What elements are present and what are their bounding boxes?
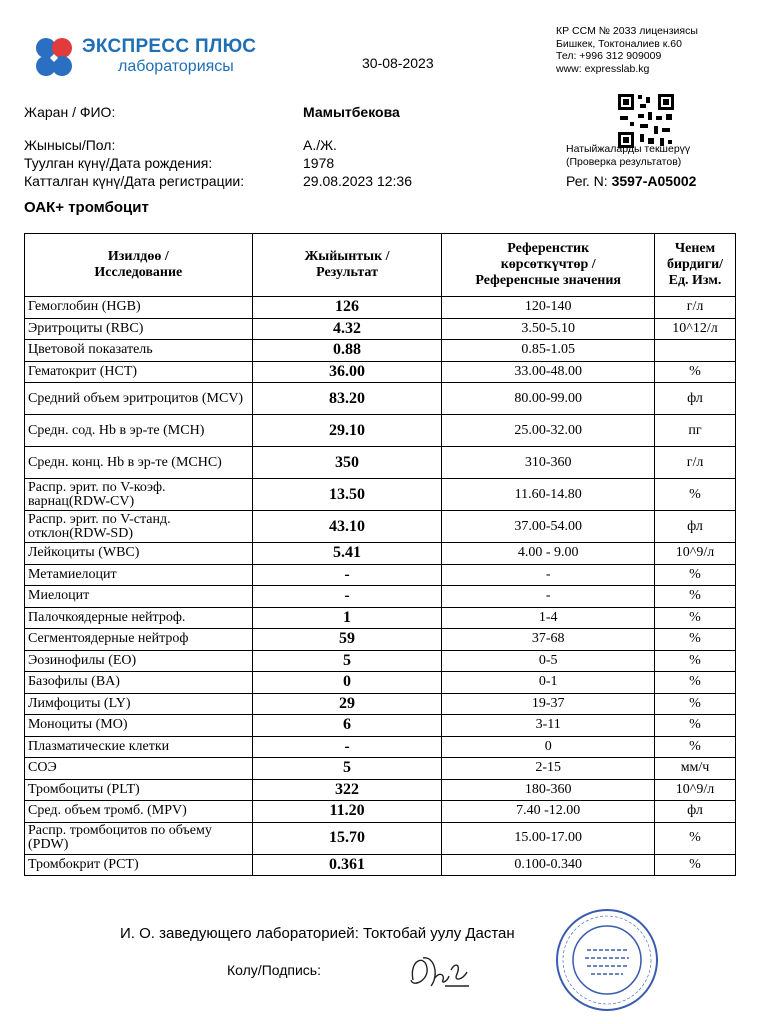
reference-range: 120-140 [442,297,655,319]
unit: % [655,361,736,383]
result-value: 322 [252,779,442,801]
reference-range: 0-1 [442,672,655,694]
unit: 10^9/л [655,779,736,801]
reference-range: 3-11 [442,715,655,737]
header-unit: Ченем бирдиги/ Ед. Изм. [655,234,736,297]
unit: % [655,586,736,608]
unit: % [655,479,736,511]
table-row [25,736,736,758]
table-row [25,758,736,780]
reference-range: 3.50-5.10 [442,318,655,340]
test-name: Средн. конц. Hb в эр-те (MCHC) [25,447,253,479]
test-name: Метамиелоцит [25,564,253,586]
unit: фл [655,511,736,543]
reference-range: 310-360 [442,447,655,479]
table-row [25,607,736,629]
table-row [25,511,736,543]
test-name: Лимфоциты (LY) [25,693,253,715]
reference-range: 0.100-0.340 [442,854,655,876]
table-row [25,543,736,565]
test-name: Базофилы (BA) [25,672,253,694]
reference-range: 180-360 [442,779,655,801]
test-title: ОАК+ тромбоцит [24,199,149,216]
table-row [25,361,736,383]
unit: % [655,854,736,876]
result-value: 1 [252,607,442,629]
birth-label: Туулган күнү/Дата рождения: [24,155,213,171]
reference-range: 37.00-54.00 [442,511,655,543]
table-row [25,693,736,715]
reference-range: - [442,564,655,586]
unit: % [655,736,736,758]
reference-range: 4.00 - 9.00 [442,543,655,565]
clover-logo-icon [30,34,78,82]
table-row [25,297,736,319]
unit: % [655,607,736,629]
unit: фл [655,801,736,823]
result-value: 83.20 [252,383,442,415]
phone-line: Тел: +996 312 909009 [556,50,662,62]
result-value: 126 [252,297,442,319]
check-results-caption [566,143,690,168]
header-test: Изилдөө / Исследование [25,234,253,297]
website-line: www: expresslab.kg [556,62,650,75]
table-row [25,447,736,479]
check-line-ky: Натыйжаларды текшерүү [566,143,691,155]
reference-range: 15.00-17.00 [442,822,655,854]
table-row [25,854,736,876]
registration-value: 29.08.2023 12:36 [303,173,412,189]
test-name: Лейкоциты (WBC) [25,543,253,565]
registration-number [566,173,696,189]
table-row [25,629,736,651]
qr-code-icon[interactable] [616,92,676,150]
unit: фл [655,383,736,415]
reference-range: 11.60-14.80 [442,479,655,511]
unit: % [655,693,736,715]
reference-range: 0 [442,736,655,758]
test-name: Средний объем эритроцитов (MCV) [25,383,253,415]
table-row [25,564,736,586]
test-name: Сред. объем тромб. (MPV) [25,801,253,823]
address-line: Бишкек, Токтоналиев к.60 [556,37,682,50]
test-name: Гематокрит (HCT) [25,361,253,383]
table-row [25,672,736,694]
unit: % [655,650,736,672]
test-name: Тромбоциты (PLT) [25,779,253,801]
result-value: - [252,564,442,586]
test-name: Распр. эрит. по V-коэф. варнац(RDW-CV) [25,479,253,511]
table-row [25,779,736,801]
table-row [25,383,736,415]
reference-range: 0-5 [442,650,655,672]
unit: % [655,715,736,737]
result-value: 0.361 [252,854,442,876]
unit: % [655,564,736,586]
test-name: Эритроциты (RBC) [25,318,253,340]
sex-label: Жынысы/Пол: [24,137,116,153]
header-result: Жыйынтык / Результат [252,234,442,297]
license-info [556,25,698,75]
reference-range: 25.00-32.00 [442,415,655,447]
test-name: Палочкоядерные нейтроф. [25,607,253,629]
result-value: 43.10 [252,511,442,543]
name-label: Жаран / ФИО: [24,104,116,120]
unit: % [655,822,736,854]
reference-range: 37-68 [442,629,655,651]
result-value: 29.10 [252,415,442,447]
unit: 10^12/л [655,318,736,340]
test-name: Миелоцит [25,586,253,608]
table-row [25,340,736,362]
test-name: Распр. тромбоцитов по объему (PDW) [25,822,253,854]
lab-stamp-image [553,906,661,1014]
result-value: 5 [252,758,442,780]
result-value: 6 [252,715,442,737]
result-value: 5.41 [252,543,442,565]
result-value: 15.70 [252,822,442,854]
result-value: 36.00 [252,361,442,383]
result-value: 5 [252,650,442,672]
test-name: Плазматические клетки [25,736,253,758]
signature-label: Колу/Подпись: [227,962,321,978]
table-row [25,801,736,823]
test-name: Сегментоядерные нейтроф [25,629,253,651]
test-name: СОЭ [25,758,253,780]
test-name: Моноциты (MO) [25,715,253,737]
result-value: 11.20 [252,801,442,823]
lab-head-line: И. О. заведующего лабораторией: Токтобай уулу Дастан [120,925,515,942]
reg-number-label: Рег. N: [566,173,608,189]
signature-image [405,950,475,995]
result-value: - [252,586,442,608]
name-value: Мамытбекова [303,104,400,120]
lab-subtitle: лабораториясы [118,58,234,75]
reference-range: 0.85-1.05 [442,340,655,362]
test-name: Цветовой показатель [25,340,253,362]
result-value: 350 [252,447,442,479]
test-name: Эозинофилы (EO) [25,650,253,672]
unit: г/л [655,447,736,479]
reference-range: 33.00-48.00 [442,361,655,383]
results-table [24,233,736,876]
result-value: 13.50 [252,479,442,511]
table-row [25,318,736,340]
unit [655,340,736,362]
result-value: - [252,736,442,758]
table-row [25,822,736,854]
check-line-ru: (Проверка результатов) [566,155,682,168]
unit: г/л [655,297,736,319]
table-header-row [25,234,736,297]
table-row [25,479,736,511]
reference-range: 2-15 [442,758,655,780]
report-date: 30-08-2023 [362,55,434,71]
reference-range: 19-37 [442,693,655,715]
result-value: 0.88 [252,340,442,362]
license-line: КР ССМ № 2033 лицензиясы [556,25,698,37]
unit: пг [655,415,736,447]
test-name: Средн. сод. Hb в эр-те (MCH) [25,415,253,447]
registration-label: Катталган күнү/Дата регистрации: [24,173,245,189]
unit: 10^9/л [655,543,736,565]
sex-value: А./Ж. [303,137,337,153]
unit: % [655,629,736,651]
test-name: Гемоглобин (HGB) [25,297,253,319]
reference-range: 1-4 [442,607,655,629]
table-row [25,415,736,447]
unit: мм/ч [655,758,736,780]
table-row [25,715,736,737]
result-value: 29 [252,693,442,715]
birth-value: 1978 [303,155,335,171]
reference-range: 80.00-99.00 [442,383,655,415]
reg-number-value: 3597-A05002 [611,173,697,189]
reference-range: - [442,586,655,608]
header-reference: Референстик көрсөткүчтөр / Референсные значения [442,234,655,297]
test-name: Тромбокрит (PCT) [25,854,253,876]
unit: % [655,672,736,694]
table-row [25,586,736,608]
reference-range: 7.40 -12.00 [442,801,655,823]
lab-name: ЭКСПРЕСС ПЛЮС [82,36,257,57]
result-value: 0 [252,672,442,694]
result-value: 59 [252,629,442,651]
table-row [25,650,736,672]
result-value: 4.32 [252,318,442,340]
test-name: Распр. эрит. по V-станд. отклон(RDW-SD) [25,511,253,543]
